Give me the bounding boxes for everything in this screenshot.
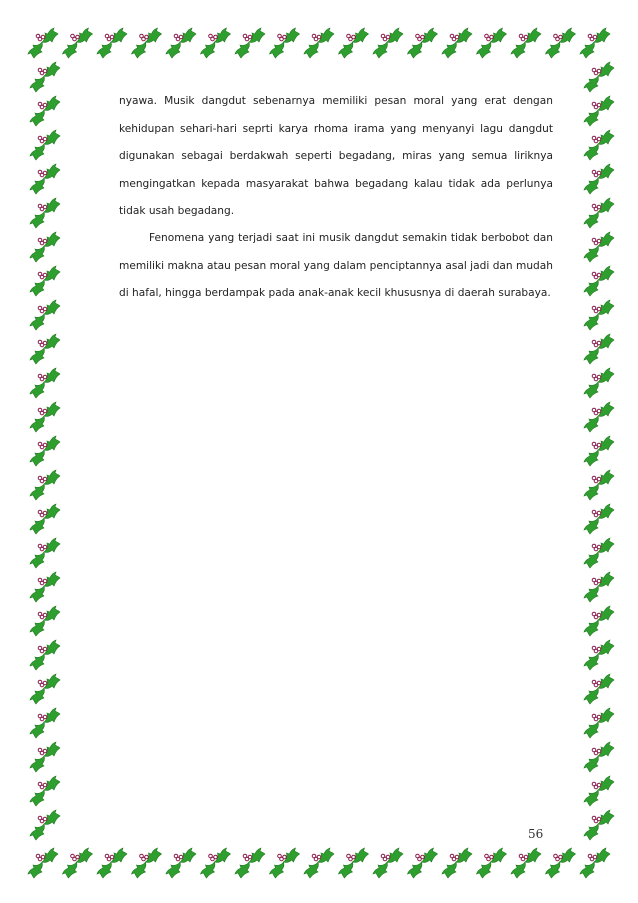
holly-leaf-icon — [30, 810, 60, 840]
holly-leaf-icon — [235, 848, 265, 878]
holly-leaf-icon — [132, 848, 162, 878]
holly-leaf-icon — [28, 28, 58, 58]
holly-leaf-icon — [30, 96, 60, 126]
holly-leaf-icon — [584, 266, 614, 296]
holly-leaf-icon — [30, 232, 60, 262]
holly-leaf-icon — [270, 848, 300, 878]
holly-leaf-icon — [584, 62, 614, 92]
holly-leaf-icon — [584, 96, 614, 126]
holly-leaf-icon — [584, 810, 614, 840]
holly-leaf-icon — [30, 742, 60, 772]
holly-leaf-icon — [304, 848, 334, 878]
holly-leaf-icon — [30, 368, 60, 398]
holly-leaf-icon — [511, 28, 541, 58]
holly-leaf-icon — [30, 300, 60, 330]
holly-leaf-icon — [30, 62, 60, 92]
body-paragraph: nyawa. Musik dangdut sebenarnya memiliki pesan moral yang erat dengan kehidupan sehari-hari seprti karya rhoma irama yang menyanyi lagu dangdut digunakan sebagai berdakwah seperti begadang, miras yang semua liriknya mengingatkan kepada masyarakat bahwa begadang kalau tidak ada perlunya tidak usah begadang. — [119, 95, 553, 218]
holly-leaf-icon — [373, 848, 403, 878]
holly-leaf-icon — [30, 198, 60, 228]
holly-leaf-icon — [201, 28, 231, 58]
holly-leaf-icon — [584, 742, 614, 772]
holly-leaf-icon — [584, 504, 614, 534]
holly-leaf-icon — [584, 572, 614, 602]
holly-leaf-icon — [580, 848, 610, 878]
holly-leaf-icon — [30, 164, 60, 194]
holly-leaf-icon — [477, 848, 507, 878]
holly-leaf-icon — [235, 28, 265, 58]
holly-leaf-icon — [132, 28, 162, 58]
holly-leaf-icon — [546, 28, 576, 58]
holly-leaf-icon — [584, 708, 614, 738]
holly-leaf-icon — [408, 848, 438, 878]
holly-leaf-icon — [584, 164, 614, 194]
body-paragraph: Fenomena yang terjadi saat ini musik dangdut semakin tidak berbobot dan memiliki makna atau pesan moral yang dalam penciptannya asal jadi dan mudah di hafal, hingga berdampak pada anak-anak kecil khususnya di daerah surabaya. — [119, 232, 553, 300]
holly-leaf-icon — [584, 130, 614, 160]
holly-leaf-icon — [477, 28, 507, 58]
holly-leaf-icon — [304, 28, 334, 58]
holly-leaf-icon — [201, 848, 231, 878]
holly-leaf-icon — [580, 28, 610, 58]
holly-leaf-icon — [584, 640, 614, 670]
holly-leaf-icon — [511, 848, 541, 878]
holly-leaf-icon — [30, 674, 60, 704]
holly-leaf-icon — [30, 538, 60, 568]
holly-leaf-icon — [28, 848, 58, 878]
holly-leaf-icon — [584, 436, 614, 466]
holly-leaf-icon — [30, 470, 60, 500]
holly-leaf-icon — [30, 130, 60, 160]
holly-leaf-icon — [270, 28, 300, 58]
holly-leaf-icon — [63, 28, 93, 58]
holly-leaf-icon — [166, 28, 196, 58]
holly-leaf-icon — [30, 436, 60, 466]
holly-leaf-icon — [339, 848, 369, 878]
holly-leaf-icon — [30, 504, 60, 534]
holly-leaf-icon — [30, 334, 60, 364]
holly-leaf-icon — [442, 28, 472, 58]
holly-leaf-icon — [584, 606, 614, 636]
holly-leaf-icon — [30, 402, 60, 432]
holly-leaf-icon — [30, 606, 60, 636]
holly-leaf-icon — [584, 300, 614, 330]
holly-leaf-icon — [584, 334, 614, 364]
holly-leaf-icon — [546, 848, 576, 878]
holly-leaf-icon — [97, 848, 127, 878]
holly-leaf-icon — [584, 776, 614, 806]
holly-leaf-icon — [97, 28, 127, 58]
holly-leaf-icon — [30, 572, 60, 602]
page-number: 56 — [528, 827, 544, 841]
holly-leaf-icon — [30, 776, 60, 806]
holly-leaf-icon — [63, 848, 93, 878]
holly-leaf-icon — [166, 848, 196, 878]
holly-leaf-icon — [584, 538, 614, 568]
holly-leaf-icon — [30, 266, 60, 296]
holly-leaf-icon — [584, 198, 614, 228]
holly-leaf-icon — [408, 28, 438, 58]
holly-leaf-icon — [584, 674, 614, 704]
holly-leaf-icon — [339, 28, 369, 58]
holly-leaf-icon — [30, 640, 60, 670]
holly-leaf-icon — [30, 708, 60, 738]
holly-leaf-icon — [373, 28, 403, 58]
holly-leaf-icon — [584, 232, 614, 262]
holly-leaf-icon — [584, 368, 614, 398]
holly-leaf-icon — [442, 848, 472, 878]
holly-leaf-icon — [584, 470, 614, 500]
holly-leaf-icon — [584, 402, 614, 432]
